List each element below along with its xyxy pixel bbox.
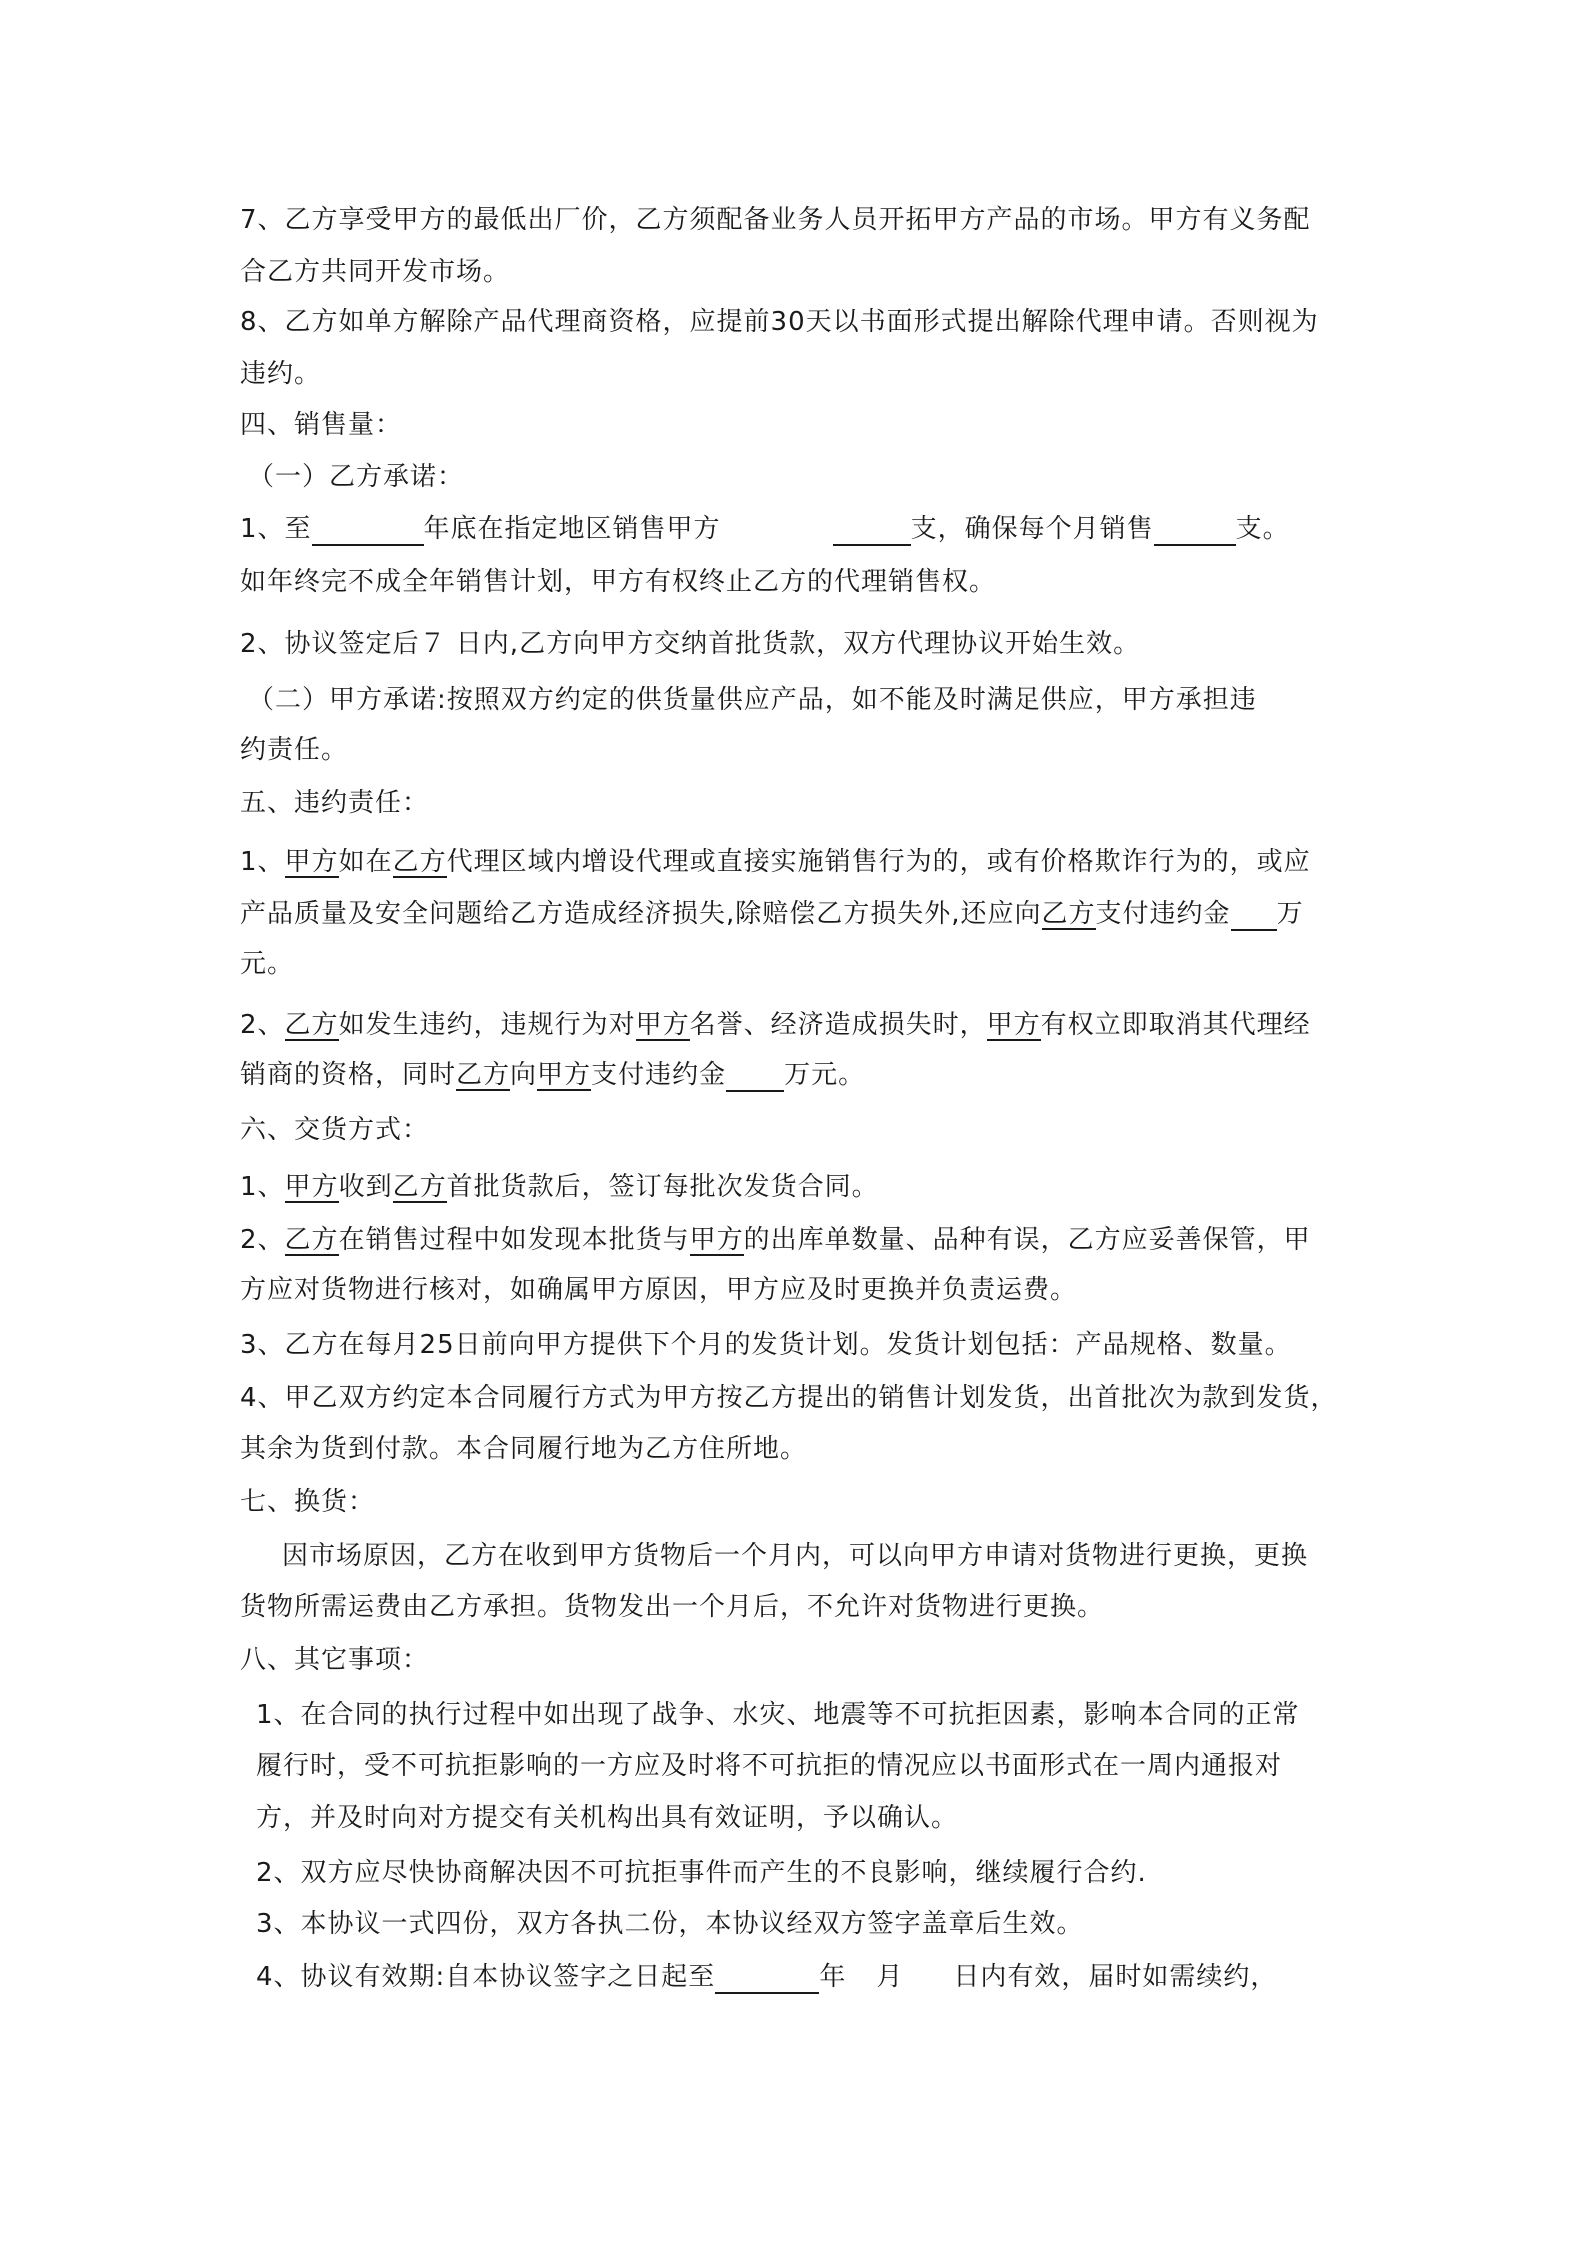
exchange-line-2: 货物所需运费由乙方承担。货物发出一个月后，不允许对货物进行更换。 — [240, 1592, 1105, 1622]
party-b-underlined: 乙方 — [392, 1172, 447, 1202]
delivery-1-num: 1、 — [240, 1172, 285, 1202]
breach-1-text-b: 代理区域内增设代理或直接实施销售行为的，或有价格欺诈行为的，或应 — [446, 847, 1311, 877]
clause-8-line-2: 违约。 — [240, 359, 322, 389]
party-a-underlined: 甲方 — [284, 1172, 339, 1202]
section-7-heading: 七、换货： — [240, 1487, 376, 1517]
breach-1-text-c: 产品质量及安全问题给乙方造成经济损失,除赔偿乙方损失外,还应向 — [240, 899, 1042, 929]
other-2-line: 2、双方应尽快协商解决因不可抗拒事件而产生的不良影响，继续履行合约. — [256, 1858, 1147, 1888]
party-b-underlined: 乙方 — [1041, 899, 1096, 929]
breach-1-text-a: 如在 — [338, 847, 393, 877]
clause-8-line-1: 8、乙方如单方解除产品代理商资格，应提前30天以书面形式提出解除代理申请。否则视为 — [240, 307, 1319, 337]
party-a-underlined: 甲方 — [635, 1010, 690, 1040]
sales-line-3: 2、协议签定后７ 日内,乙方向甲方交纳首批货款，双方代理协议开始生效。 — [240, 629, 1141, 659]
sales-line-1 — [240, 512, 1290, 546]
breach-1-line-1 — [240, 845, 1311, 879]
total-quantity-blank — [833, 516, 911, 546]
monthly-quantity-blank — [1154, 516, 1236, 546]
delivery-2-line-1 — [240, 1223, 1311, 1257]
year-blank — [312, 516, 424, 546]
breach-1-num: 1、 — [240, 847, 285, 877]
section-5-heading: 五、违约责任： — [240, 788, 430, 818]
breach-2-text-g: 万元。 — [784, 1060, 866, 1090]
section-8-heading: 八、其它事项： — [240, 1645, 430, 1675]
delivery-2-num: 2、 — [240, 1225, 285, 1255]
breach-2-text-b: 名誉、经济造成损失时， — [689, 1010, 987, 1040]
breach-2-line-1 — [240, 1008, 1311, 1042]
subsection-2-line-1: （二）甲方承诺:按照双方约定的供货量供应产品，如不能及时满足供应，甲方承担违 — [248, 685, 1257, 715]
validity-month-label: 月 — [876, 1962, 904, 1992]
party-b-underlined: 乙方 — [284, 1010, 339, 1040]
section-4-heading: 四、销售量： — [240, 410, 403, 440]
validity-text-b: 日内有效，届时如需续约， — [953, 1962, 1278, 1992]
delivery-3-line: 3、乙方在每月25日前向甲方提供下个月的发货计划。发货计划包括：产品规格、数量。 — [240, 1330, 1292, 1360]
penalty-amount-blank-2 — [726, 1062, 784, 1092]
breach-2-text-d: 销商的资格，同时 — [240, 1060, 457, 1090]
delivery-4-line-1: 4、甲乙双方约定本合同履行方式为甲方按乙方提出的销售计划发货，出首批次为款到发货， — [240, 1383, 1338, 1413]
other-4-line — [256, 1960, 1277, 1994]
delivery-1-text-b: 首批货款后，签订每批次发货合同。 — [446, 1172, 879, 1202]
delivery-2-text-a: 在销售过程中如发现本批货与 — [338, 1225, 690, 1255]
section-6-heading: 六、交货方式： — [240, 1115, 430, 1145]
breach-1-text-e: 万 — [1276, 899, 1304, 929]
breach-1-line-3: 元。 — [240, 949, 295, 979]
other-1-line-2: 履行时，受不可抗拒影响的一方应及时将不可抗拒的情况应以书面形式在一周内通报对 — [256, 1751, 1283, 1781]
party-b-underlined: 乙方 — [284, 1225, 339, 1255]
breach-2-num: 2、 — [240, 1010, 285, 1040]
delivery-1-line — [240, 1170, 879, 1204]
breach-2-text-a: 如发生违约，违规行为对 — [338, 1010, 636, 1040]
breach-2-text-e: 向 — [510, 1060, 538, 1090]
other-3-line: 3、本协议一式四份，双方各执二份，本协议经双方签字盖章后生效。 — [256, 1909, 1084, 1939]
party-b-underlined: 乙方 — [456, 1060, 511, 1090]
clause-7-line-1: 7、乙方享受甲方的最低出厂价，乙方须配备业务人员开拓甲方产品的市场。甲方有义务配 — [240, 205, 1311, 235]
breach-1-line-2 — [240, 897, 1304, 931]
sales-text-a: 1、至 — [240, 514, 312, 544]
party-a-underlined: 甲方 — [537, 1060, 592, 1090]
delivery-4-line-2: 其余为货到付款。本合同履行地为乙方住所地。 — [240, 1434, 808, 1464]
breach-2-line-2 — [240, 1058, 865, 1092]
sales-line-2: 如年终完不成全年销售计划，甲方有权终止乙方的代理销售权。 — [240, 567, 997, 597]
other-1-line-3: 方，并及时向对方提交有关机构出具有效证明，予以确认。 — [256, 1803, 959, 1833]
breach-1-text-d: 支付违约金 — [1095, 899, 1231, 929]
penalty-amount-blank — [1231, 901, 1277, 931]
subsection-2-line-2: 约责任。 — [240, 735, 349, 765]
validity-text-a: 4、协议有效期:自本协议签字之日起至 — [256, 1962, 716, 1992]
party-a-underlined: 甲方 — [284, 847, 339, 877]
breach-2-text-f: 支付违约金 — [591, 1060, 727, 1090]
validity-year-blank — [715, 1964, 819, 1994]
sales-text-c: 支，确保每个月销售 — [910, 514, 1154, 544]
exchange-line-1: 因市场原因，乙方在收到甲方货物后一个月内，可以向甲方申请对货物进行更换，更换 — [282, 1541, 1309, 1571]
delivery-2-text-b: 的出库单数量、品种有误，乙方应妥善保管，甲 — [743, 1225, 1311, 1255]
party-a-underlined: 甲方 — [986, 1010, 1041, 1040]
delivery-1-text-a: 收到 — [338, 1172, 393, 1202]
clause-7-line-2: 合乙方共同开发市场。 — [240, 257, 511, 287]
party-a-underlined: 甲方 — [689, 1225, 744, 1255]
validity-year-label: 年 — [819, 1962, 847, 1992]
breach-2-text-c: 有权立即取消其代理经 — [1040, 1010, 1311, 1040]
delivery-2-line-2: 方应对货物进行核对，如确属甲方原因，甲方应及时更换并负责运费。 — [240, 1275, 1078, 1305]
party-b-underlined: 乙方 — [392, 847, 447, 877]
sales-text-b: 年底在指定地区销售甲方 — [423, 514, 721, 544]
other-1-line-1: 1、在合同的执行过程中如出现了战争、水灾、地震等不可抗拒因素，影响本合同的正常 — [256, 1700, 1300, 1730]
sales-text-d: 支。 — [1235, 514, 1290, 544]
subsection-1-heading: （一）乙方承诺： — [248, 462, 465, 492]
